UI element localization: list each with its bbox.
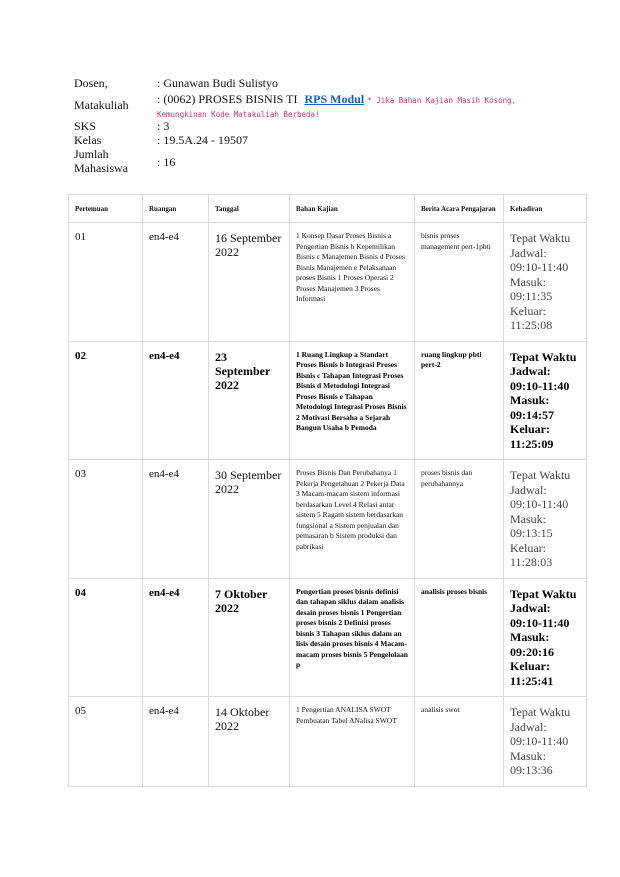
keluar-text: Keluar: 11:25:08 — [510, 303, 553, 332]
ruangan-cell: en4-e4 — [143, 578, 209, 697]
dosen-value: : Gunawan Budi Sulistyo — [157, 76, 279, 90]
masuk-text: Masuk: 09:11:35 — [510, 274, 553, 303]
berita-cell: bisnis proses management pert-1pbti — [415, 223, 504, 342]
kelas-label: Kelas — [74, 133, 102, 147]
pertemuan-cell: 05 — [69, 697, 143, 787]
jadwal-text: Jadwal: 09:10-11:40 — [510, 719, 569, 748]
status-text: Tepat Waktu — [510, 586, 577, 601]
kehadiran-cell — [504, 697, 587, 787]
ruangan-cell: en4-e4 — [143, 697, 209, 787]
ruangan-cell: en4-e4 — [143, 223, 209, 342]
pertemuan-cell: 04 — [69, 578, 143, 697]
bahan-cell: 1 Konsep Dasar Proses Bisnis a Pengertian Bisnis b Kepemilikan Bisnis c Manajemen Bisnis d Proses Bisnis Manajemen e Pelaksanaan proses Bisnis 1 Proses Operasi 2 Proses Manajemen 3 Proses Informasi — [290, 223, 415, 342]
berita-cell: proses bisnis dan perubahannya — [415, 460, 504, 579]
status-text: Tepat Waktu — [510, 349, 577, 364]
table-row — [69, 578, 587, 697]
tanggal-cell: 30 September 2022 — [209, 460, 290, 579]
tanggal-cell: 7 Oktober 2022 — [209, 578, 290, 697]
table-row — [69, 460, 587, 579]
pertemuan-cell: 03 — [69, 460, 143, 579]
masuk-text: Masuk: 09:13:36 — [510, 748, 553, 777]
jadwal-text: Jadwal: 09:10-11:40 — [510, 601, 570, 630]
kehadiran-cell — [504, 460, 587, 579]
col-berita-acara: Berita Acara Pengajaran — [415, 195, 504, 223]
status-text: Tepat Waktu — [510, 231, 571, 245]
berita-cell: analisis proses bisnis — [415, 578, 504, 697]
attendance-table — [68, 194, 587, 787]
col-ruangan: Ruangan — [143, 195, 209, 223]
kehadiran-cell — [504, 578, 587, 697]
bahan-cell: 1 Ruang Lingkup a Standart Proses Bisnis b Integrasi Proses Bisnis c Tahapan Integrasi Proses Bisnis d Metodologi Integrasi Proses Bisnis e Tahapan Metodologi Integrasi Proses Bisnis 2 Motivasi Bersaha a Sejarah Bangun Usaha b Pemoda — [290, 341, 415, 460]
jumlah-value: : 16 — [157, 155, 176, 169]
tanggal-cell: 23 September 2022 — [209, 341, 290, 460]
ruangan-cell: en4-e4 — [143, 460, 209, 579]
jadwal-text: Jadwal: 09:10-11:40 — [510, 482, 569, 511]
tanggal-cell: 16 September 2022 — [209, 223, 290, 342]
dosen-label: Dosen, — [74, 76, 108, 90]
status-text: Tepat Waktu — [510, 468, 571, 482]
pertemuan-cell: 01 — [69, 223, 143, 342]
berita-cell: analisis swot — [415, 697, 504, 787]
table-row — [69, 697, 587, 787]
berita-cell: ruang lingkup pbti pert-2 — [415, 341, 504, 460]
sks-label: SKS — [74, 119, 97, 133]
jadwal-text: Jadwal: 09:10-11:40 — [510, 364, 570, 393]
bahan-cell: 1 Pengertian ANALISA SWOT Pembuatan Tabel ANalisa SWOT — [290, 697, 415, 787]
col-bahan-kajian: Bahan Kajian — [290, 195, 415, 223]
table-row — [69, 223, 587, 342]
kehadiran-cell — [504, 223, 587, 342]
table-header-row — [69, 195, 587, 223]
col-pertemuan: Pertemuan — [69, 195, 143, 223]
matkul-label: Matakuliah — [74, 98, 129, 112]
kehadiran-cell — [504, 341, 587, 460]
ruangan-cell: en4-e4 — [143, 341, 209, 460]
bahan-cell: Pengertian proses bisnis definisi dan tahapan siklus dalam analisis desain proses bisnis 1 Pengertian proses bisnis 2 Definisi proses bisnis 3 Tahapan siklus dalam an lisis desain proses bisnis 4 Macam-macam proses bisnis 5 Pengelolaan p — [290, 578, 415, 697]
status-text: Tepat Waktu — [510, 705, 571, 719]
masuk-text: Masuk: 09:20:16 — [510, 630, 554, 659]
course-info — [74, 76, 550, 177]
rps-modul-link[interactable]: RPS Modul — [304, 92, 365, 106]
col-tanggal: Tanggal — [209, 195, 290, 223]
keluar-text: Keluar: 11:25:09 — [510, 422, 554, 451]
jadwal-text: Jadwal: 09:10-11:40 — [510, 245, 569, 274]
keluar-text: Keluar: 11:28:03 — [510, 540, 553, 569]
sks-value: : 3 — [157, 119, 170, 133]
table-row — [69, 341, 587, 460]
kelas-value: : 19.5A.24 - 19507 — [157, 133, 248, 147]
keluar-text: Keluar: 11:25:41 — [510, 659, 554, 688]
masuk-text: Masuk: 09:14:57 — [510, 393, 554, 422]
bahan-cell: Proses Bisnis Dan Perubahanya 1 Pekerja Pengetahuan 2 Pekerja Data 3 Macam-macam sistem informasi berdasarkan Level 4 Relasi antar sistem 5 Ragam sistem berdasarkan fungsional a Sistem penjualan dan pemasaran b Sistem produksi dan pabrikasi — [290, 460, 415, 579]
tanggal-cell: 14 Oktober 2022 — [209, 697, 290, 787]
pertemuan-cell: 02 — [69, 341, 143, 460]
jumlah-label: Jumlah Mahasiswa — [74, 147, 128, 175]
masuk-text: Masuk: 09:13:15 — [510, 511, 553, 540]
matkul-note: * Jika Bahan Kajian Masih Kosong, Kemungkinan Kode Matakuliah Berbeda! — [157, 96, 517, 119]
matkul-value: : (0062) PROSES BISNIS TI — [157, 92, 298, 106]
col-kehadiran: Kehadiran — [504, 195, 587, 223]
